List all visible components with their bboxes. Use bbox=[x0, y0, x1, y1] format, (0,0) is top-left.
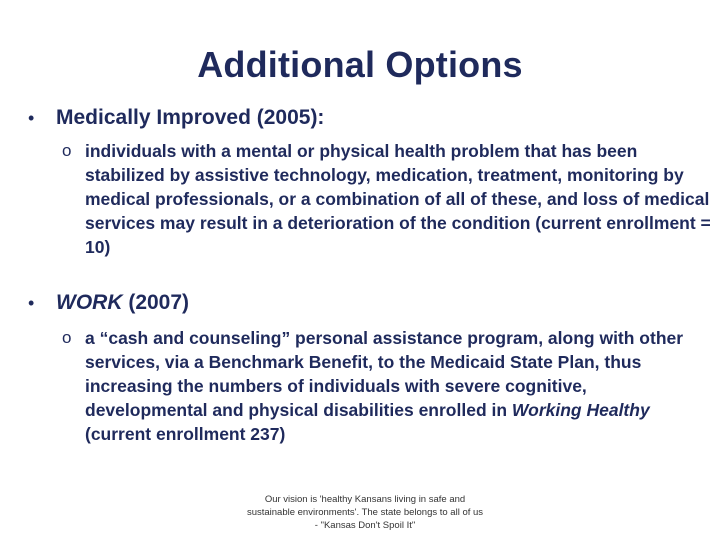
bullet-heading-rest: (2007) bbox=[122, 291, 190, 314]
bullet-medically-improved bbox=[28, 106, 324, 130]
bullet-heading: Medically Improved (2005): bbox=[56, 106, 325, 129]
footer-note: Our vision is 'healthy Kansans living in safe and sustainable environments'. The state belongs to all of us - "Kansas Don't Spoil It" bbox=[246, 494, 484, 531]
bullet-heading bbox=[56, 291, 189, 315]
sub-bullet-text-after: (current enrollment 237) bbox=[85, 424, 286, 444]
bullet-marker: • bbox=[28, 108, 35, 128]
sub-bullet-medically-improved bbox=[62, 139, 712, 259]
sub-bullet-text-italic: Working Healthy bbox=[511, 400, 650, 420]
bullet-work bbox=[28, 291, 189, 315]
bullet-heading-italic: WORK bbox=[56, 291, 123, 314]
sub-bullet-text-before: a “cash and counseling” personal assistance program, along with other services, via a Benchmark Benefit, to the Medicaid State Plan, thus increasing the numbers of individuals with severe cognitive, developmental and physical disabilities enrolled in bbox=[85, 328, 684, 420]
slide-title: Additional Options bbox=[197, 44, 523, 85]
sub-bullet-text bbox=[85, 326, 712, 446]
sub-bullet-marker: o bbox=[62, 141, 72, 160]
sub-bullet-marker: o bbox=[62, 328, 72, 347]
sub-bullet-text: individuals with a mental or physical health problem that has been stabilized by assistive technology, medication, treatment, monitoring by medical professionals, or a combination of all of these, and loss of medical services may result in a deterioration of the condition (current enrollment = 10) bbox=[85, 141, 711, 257]
sub-bullet-work bbox=[62, 326, 712, 446]
bullet-marker: • bbox=[28, 293, 35, 313]
